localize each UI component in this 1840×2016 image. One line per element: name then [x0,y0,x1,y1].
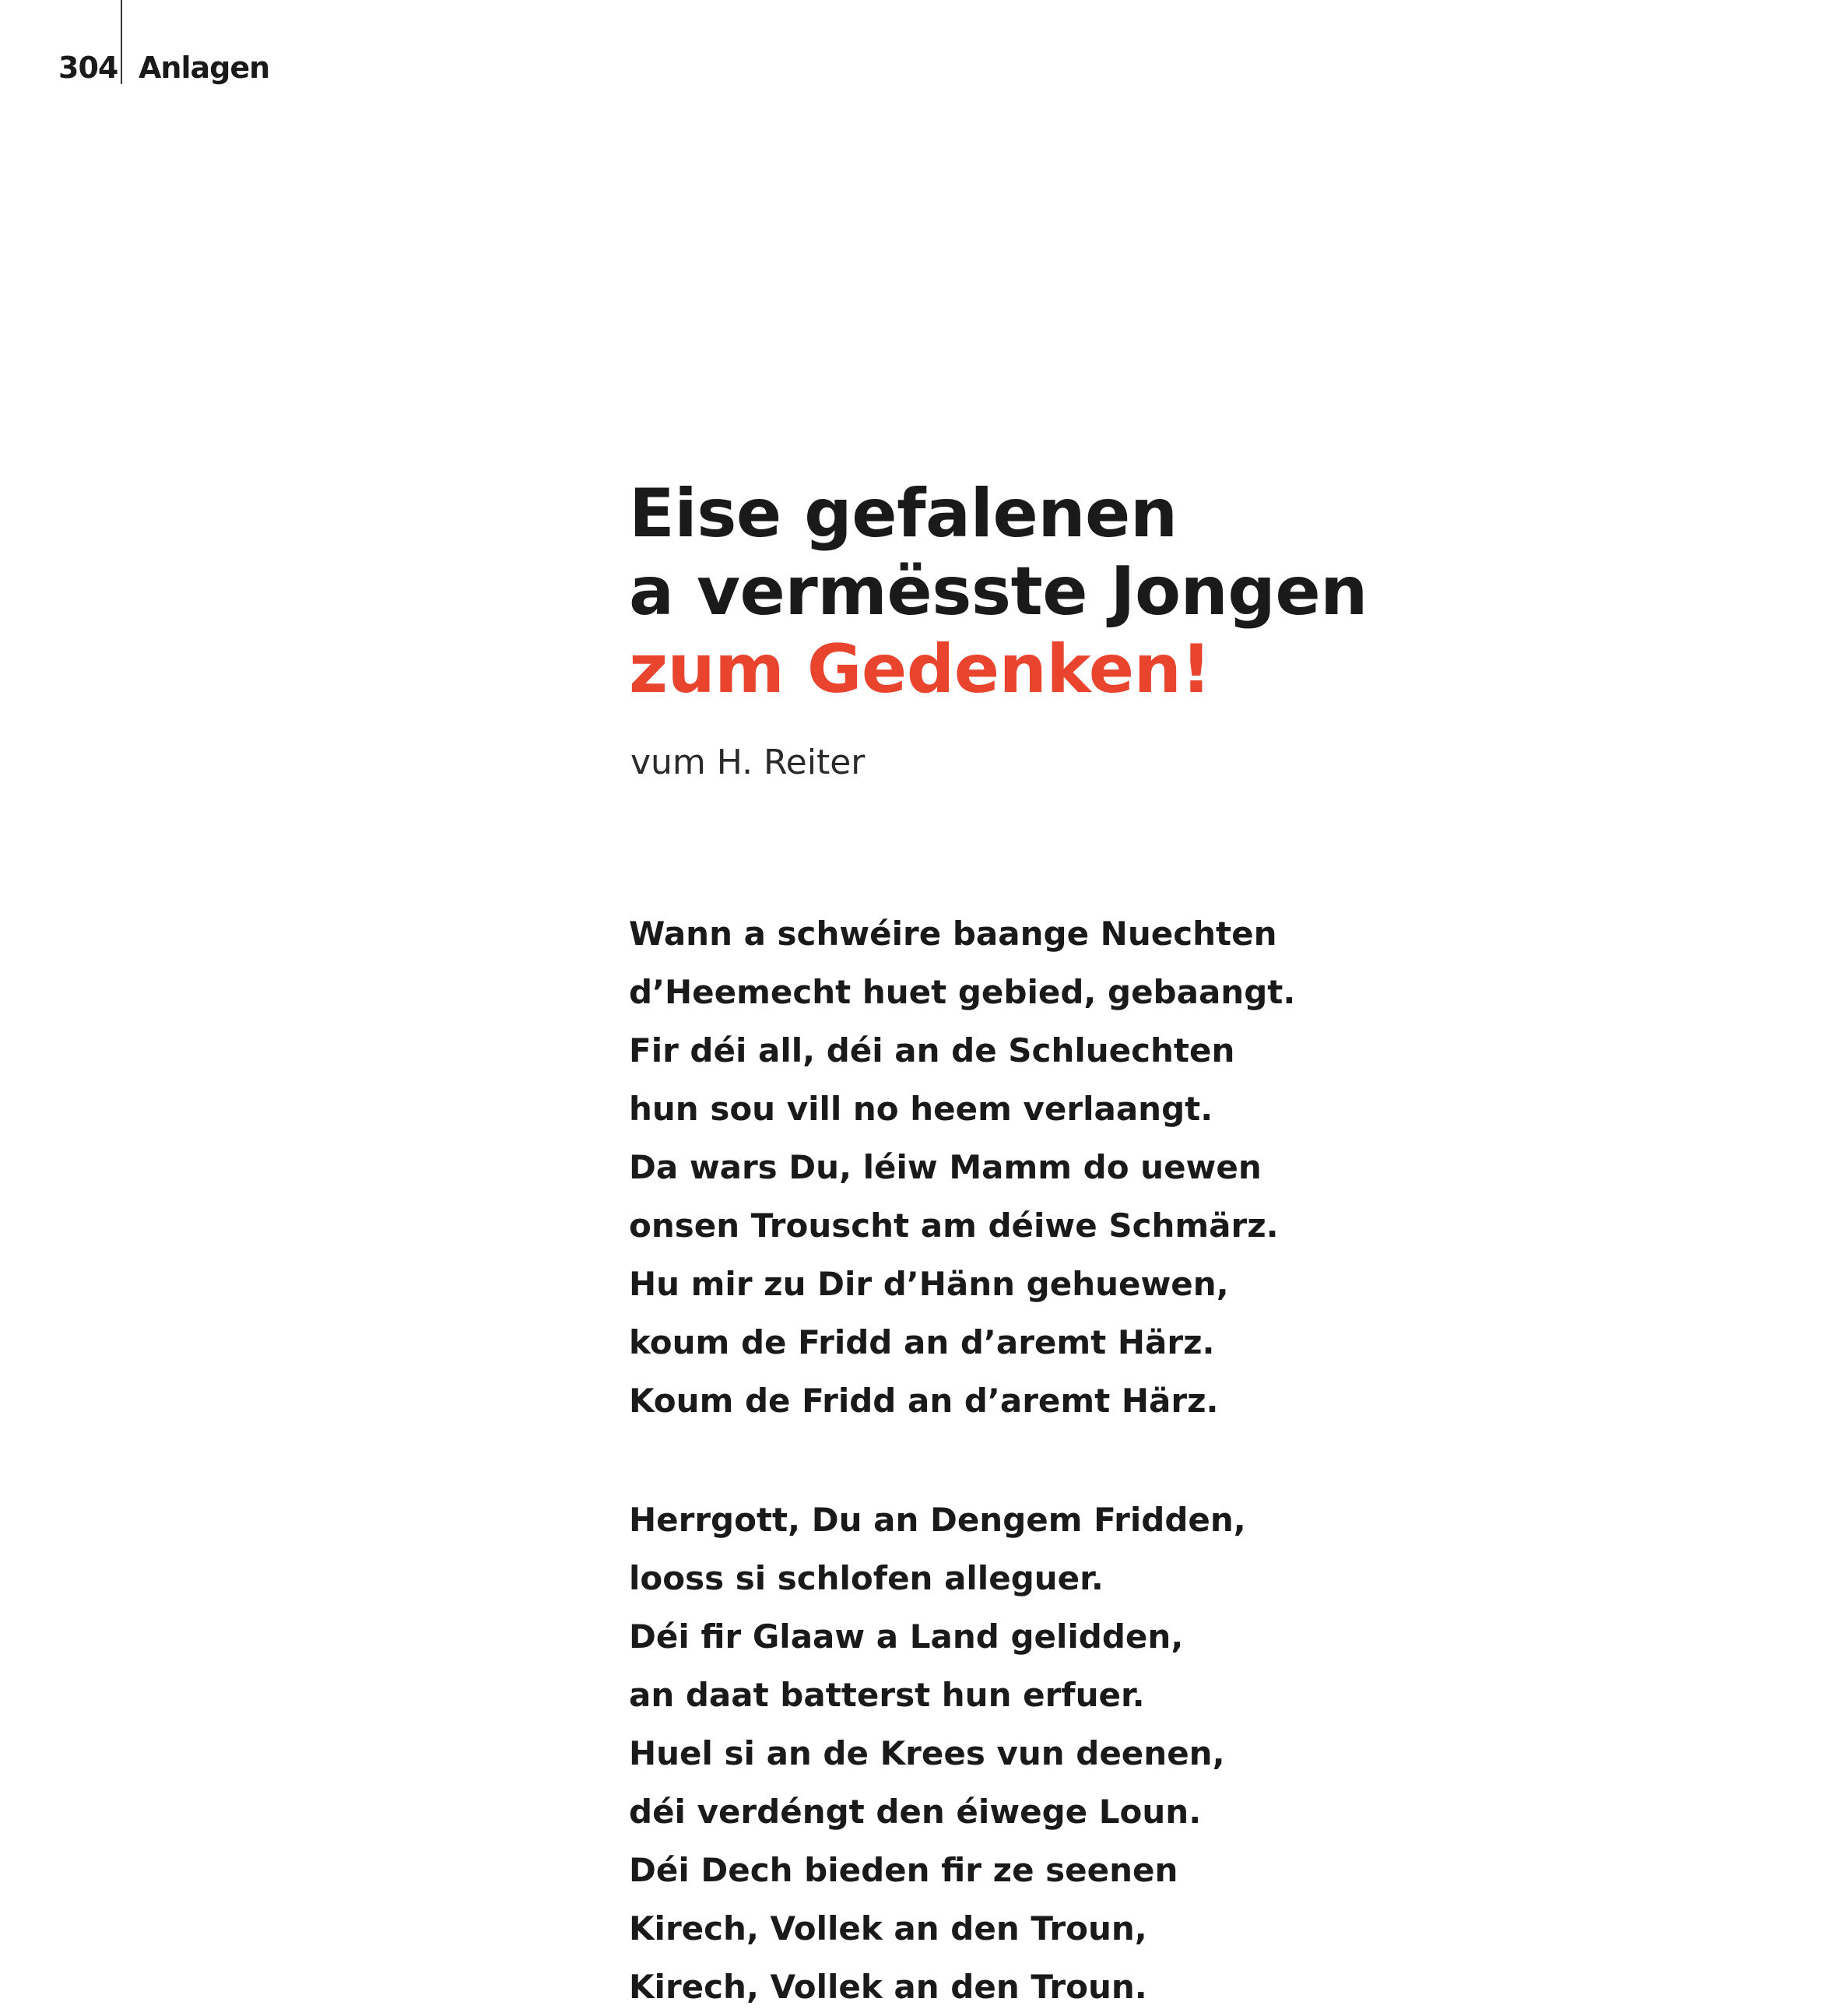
verse-line: déi verdéngt den éiwege Loun. [629,1793,1202,1831]
verse-line: Kirech, Vollek an den Troun, [629,1909,1147,1948]
verse-line: Déi fir Glaaw a Land gelidden, [629,1617,1184,1656]
verse-line: Herrgott, Du an Dengem Fridden, [629,1501,1246,1539]
poem-title-line: a vermësste Jongen [629,553,1368,630]
verse-line: Wann a schwéire baange Nuechten [629,915,1277,953]
verse-line: hun sou vill no heem verlaangt. [629,1090,1213,1128]
poem-title-accent: zum Gedenken! [629,630,1212,708]
stanza-2 [629,1491,1563,2016]
verse-line: d’Heemecht huet gebied, gebaangt. [629,973,1296,1011]
verse-line: Déi Dech bieden fir ze seenen [629,1851,1178,1889]
verse-line: Fir déi all, déi an de Schluechten [629,1031,1235,1069]
header-divider [121,0,122,84]
verse-line: Huel si an de Krees vun deenen, [629,1734,1225,1772]
verse-line: Hu mir zu Dir d’Hänn gehuewen, [629,1265,1229,1303]
verse-line: Koum de Fridd an d’aremt Härz. [629,1382,1219,1420]
verse-line: Kirech, Vollek an den Troun. [629,1968,1147,2006]
verse-line: Da wars Du, léiw Mamm do uewen [629,1148,1262,1186]
poem-title-line: Eise gefalenen [629,475,1178,553]
verse-line: looss si schlofen alleguer. [629,1559,1104,1597]
page-number: 304 [58,51,118,85]
verse-line: onsen Trouscht am déiwe Schmärz. [629,1206,1279,1245]
verse-line: an daat batterst hun erfuer. [629,1676,1145,1714]
verse-line: koum de Fridd an d’aremt Härz. [629,1323,1215,1361]
section-title: Anlagen [139,51,270,85]
stanza-1 [629,904,1563,1430]
poem-title [629,475,1563,708]
poem-byline: vum H. Reiter [630,743,866,782]
